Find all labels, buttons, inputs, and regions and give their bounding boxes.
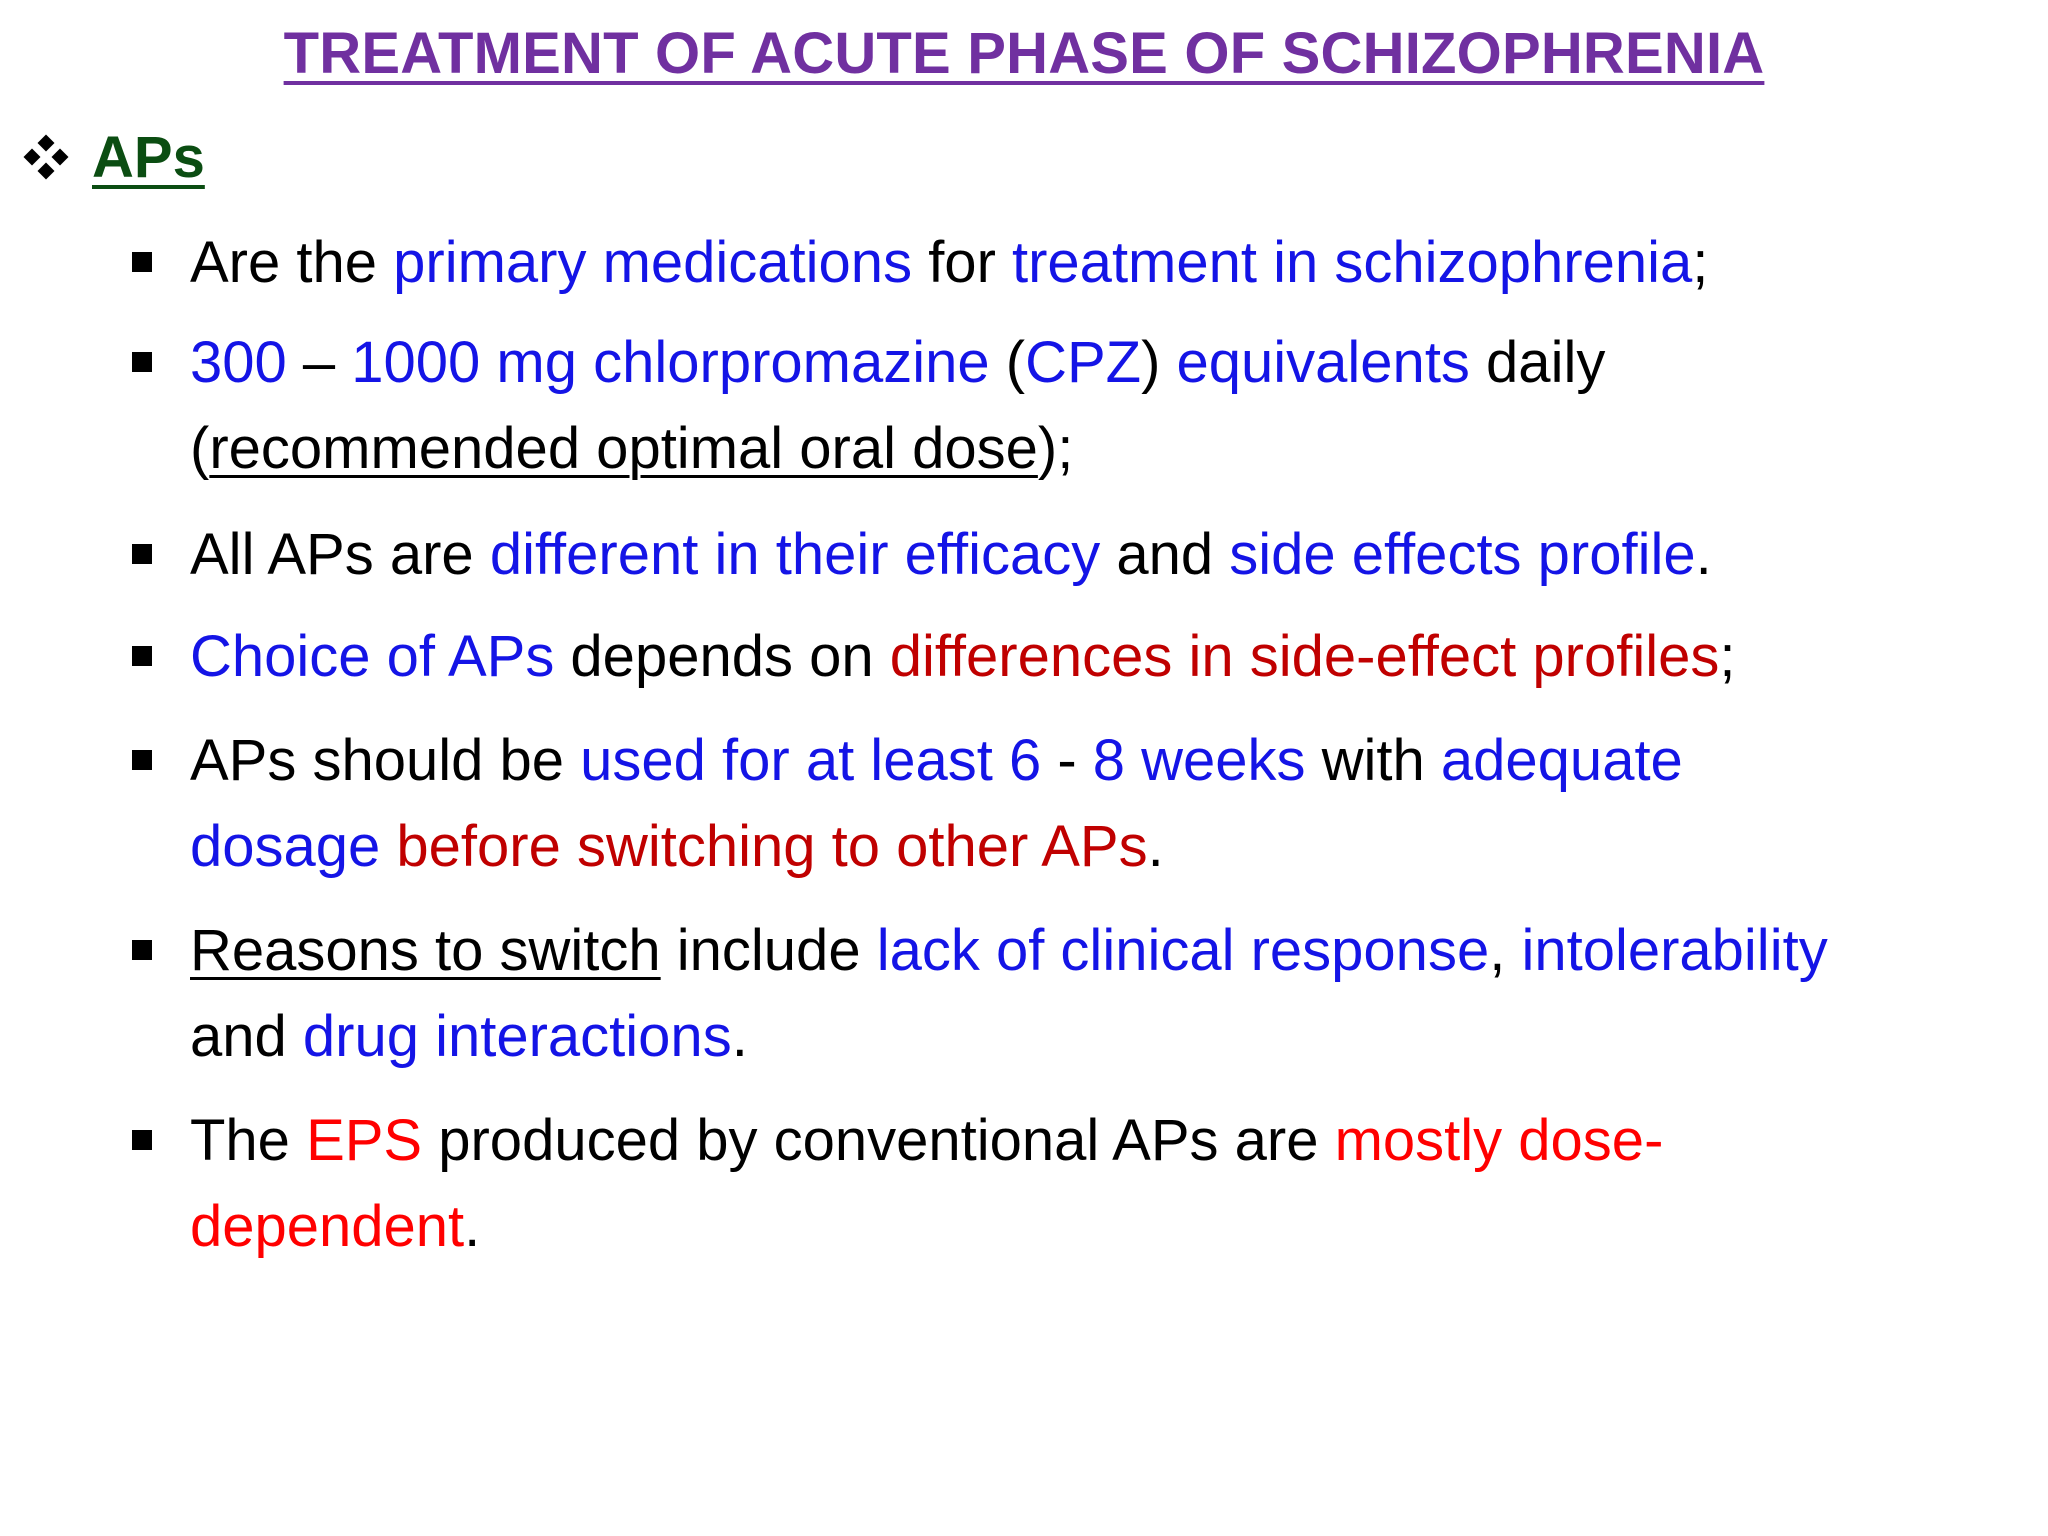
highlight-red: mostly dose- — [1334, 1108, 1664, 1173]
square-bullet-icon — [132, 940, 152, 960]
bullet-line — [190, 908, 2040, 994]
text-run: ); — [1037, 416, 1074, 481]
text-run: - — [1041, 728, 1093, 793]
bullet-line — [190, 804, 2040, 890]
highlight-blue: lack of clinical response — [876, 918, 1490, 983]
highlight-blue: CPZ — [1025, 330, 1142, 395]
text-run: . — [1695, 522, 1712, 587]
highlight-red: EPS — [306, 1108, 423, 1173]
text-run: produced by conventional APs are — [422, 1108, 1335, 1173]
text-run: ; — [1692, 230, 1709, 295]
highlight-blue: primary medications — [393, 230, 913, 295]
highlight-blue: equivalents — [1176, 330, 1470, 395]
section-label: APs — [92, 125, 205, 190]
highlight-blue: treatment in schizophrenia — [1012, 230, 1693, 295]
text-run: All APs are — [190, 522, 490, 587]
highlight-blue: 1000 mg chlorpromazine — [351, 330, 990, 395]
text-run — [380, 814, 396, 879]
text-run: depends on — [554, 624, 890, 689]
bullet-line — [190, 718, 2040, 804]
highlight-blue: 300 — [190, 330, 287, 395]
text-run: with — [1305, 728, 1441, 793]
text-run: ( — [989, 330, 1026, 395]
highlight-dark-red: differences in side-effect profiles — [889, 624, 1720, 689]
text-run: and — [190, 1004, 303, 1069]
bullet-line — [190, 220, 2040, 306]
text-run: for — [912, 230, 1012, 295]
highlight-blue: 8 weeks — [1092, 728, 1306, 793]
underlined-text: Reasons to switch — [190, 918, 661, 983]
text-run: , — [1489, 918, 1522, 983]
highlight-blue: side effects profile — [1229, 522, 1696, 587]
text-run: daily — [1469, 330, 1606, 395]
underlined-text: recommended optimal oral dose — [209, 416, 1038, 481]
page-title — [0, 14, 2048, 94]
text-run: . — [731, 1004, 748, 1069]
bullet-line — [190, 994, 2040, 1080]
highlight-blue: dosage — [190, 814, 381, 879]
bullet-line — [190, 614, 2040, 700]
bullet-line — [190, 320, 2040, 406]
section-heading — [24, 120, 205, 196]
highlight-blue: intolerability — [1521, 918, 1828, 983]
highlight-blue: adequate — [1440, 728, 1683, 793]
square-bullet-icon — [132, 646, 152, 666]
highlight-blue: used for at least 6 — [580, 728, 1042, 793]
text-run: . — [1147, 814, 1164, 879]
highlight-red: dependent — [190, 1194, 465, 1259]
text-run: The — [190, 1108, 307, 1173]
square-bullet-icon — [132, 252, 152, 272]
bullet-line — [190, 1098, 2040, 1184]
bullet-line — [190, 406, 2040, 492]
highlight-dark-red: before switching to other APs — [396, 814, 1148, 879]
text-run: . — [464, 1194, 481, 1259]
square-bullet-icon — [132, 352, 152, 372]
highlight-blue: Choice of APs — [190, 624, 555, 689]
text-run: and — [1100, 522, 1230, 587]
text-run: Are the — [190, 230, 394, 295]
text-run: – — [286, 330, 352, 395]
bullet-line — [190, 1184, 2040, 1270]
four-diamond-bullet-icon — [24, 135, 70, 181]
highlight-blue: different in their efficacy — [489, 522, 1101, 587]
text-run: ) — [1141, 330, 1177, 395]
text-run: ; — [1719, 624, 1736, 689]
text-run: ( — [190, 416, 210, 481]
square-bullet-icon — [132, 750, 152, 770]
text-run: include — [660, 918, 877, 983]
bullet-line — [190, 512, 2040, 598]
square-bullet-icon — [132, 1130, 152, 1150]
square-bullet-icon — [132, 544, 152, 564]
page-title-text: TREATMENT OF ACUTE PHASE OF SCHIZOPHRENIA — [283, 21, 1765, 86]
text-run: APs should be — [190, 728, 581, 793]
highlight-blue: drug interactions — [302, 1004, 732, 1069]
